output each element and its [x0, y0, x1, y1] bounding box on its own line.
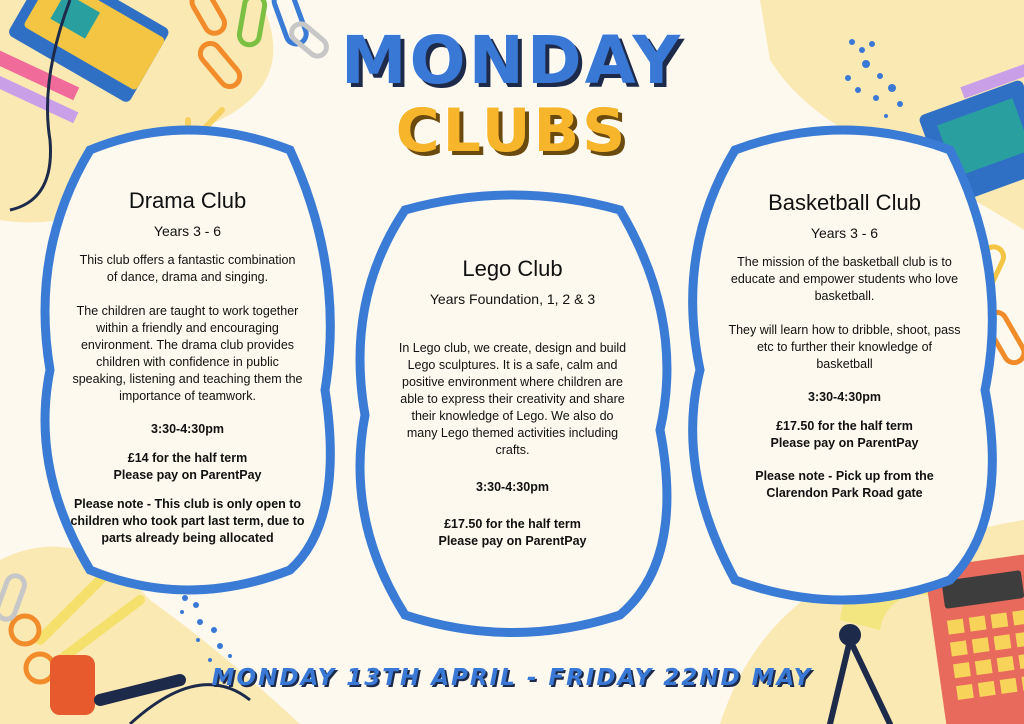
club-note: Please note - Pick up from the Clarendon Park Road gate: [755, 469, 934, 500]
club-description: This club offers a fantastic combination of dance, drama and singing. The children are taught to work together within a friendly and encouraging environment. The drama club provides children with confidence in public speaking, listening and teaching them the importance of teamwork.: [72, 253, 303, 403]
club-name: Lego Club: [462, 256, 563, 281]
club-description: The mission of the basketball club is to educate and empower students who love basketball. They will learn how to dribble, shoot, pass etc to further their knowledge of basketball: [728, 255, 961, 371]
club-price: £17.50 for the half term Please pay on ParentPay: [770, 419, 919, 450]
club-card-drama: [55, 188, 320, 559]
page-title-line1: MONDAY: [340, 22, 684, 99]
term-dates: MONDAY 13TH APRIL - FRIDAY 22ND MAY: [211, 665, 813, 691]
club-name: Drama Club: [128, 188, 247, 213]
club-time: 3:30-4:30pm: [476, 480, 549, 494]
club-card-lego: [385, 256, 640, 562]
club-name: Basketball Club: [768, 190, 921, 215]
club-price: £14 for the half term Please pay on ParentPay: [113, 451, 262, 482]
page-title-line2: CLUBS: [395, 96, 629, 166]
club-years: Years 3 - 6: [810, 225, 879, 241]
club-time: 3:30-4:30pm: [808, 390, 881, 404]
club-note: Please note - This club is only open to children who took part last term, due to parts already being allocated: [70, 497, 305, 545]
club-card-basketball: [712, 190, 977, 514]
club-description: In Lego club, we create, design and build Lego sculptures. It is a safe, calm and positive environment where children are able to express their creativity and share their knowledge of Lego. We also do many Lego themed activities including crafts.: [398, 341, 627, 457]
club-years: Years Foundation, 1, 2 & 3: [429, 291, 596, 307]
club-years: Years 3 - 6: [153, 223, 222, 239]
club-time: 3:30-4:30pm: [151, 422, 224, 436]
club-price: £17.50 for the half term Please pay on ParentPay: [438, 517, 587, 548]
